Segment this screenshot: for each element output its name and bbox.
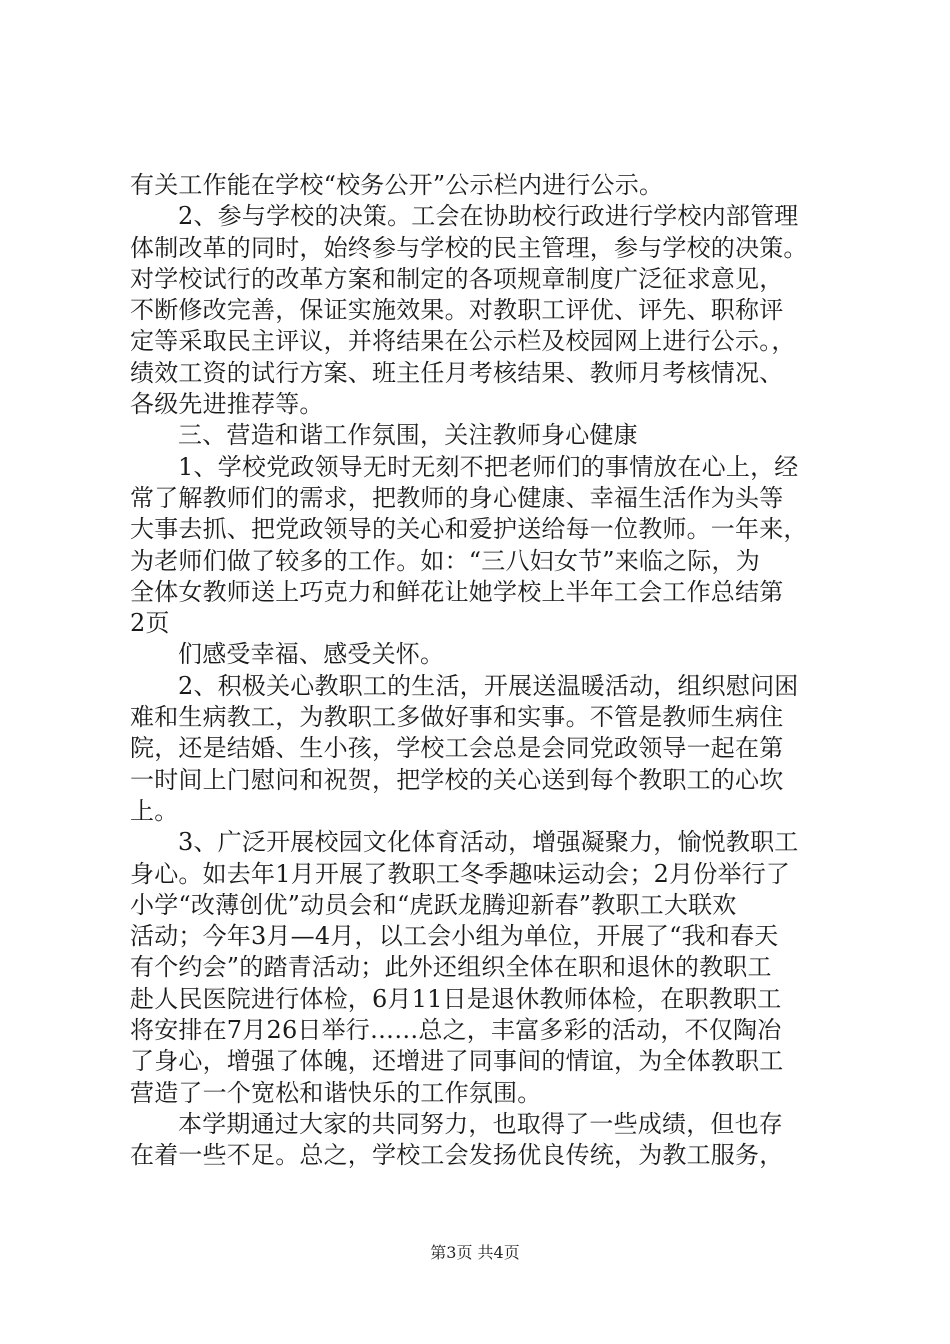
text-line: 2页: [130, 609, 170, 638]
document-body: [130, 170, 840, 1172]
text-line: 在着一些不足。总之，学校工会发扬优良传统，为教工服务，: [130, 1141, 784, 1170]
text-line: 了身心，增强了体魄，还增进了同事间的情谊，为全体教职工: [130, 1047, 784, 1076]
text-line: 各级先进推荐等。: [130, 390, 324, 419]
text-line: 不断修改完善，保证实施效果。对教职工评优、评先、职称评: [130, 296, 784, 325]
text-line: 三、营造和谐工作氛围，关注教师身心健康: [178, 421, 638, 450]
text-line: 身心。如去年1月开展了教职工冬季趣味运动会；2月份举行了: [130, 859, 791, 888]
text-line: 定等采取民主评议，并将结果在公示栏及校园网上进行公示。，: [130, 327, 796, 356]
text-line: 2、积极关心教职工的生活，开展送温暖活动，组织慰问困: [178, 671, 799, 700]
text-line: 体制改革的同时，始终参与学校的民主管理，参与学校的决策。: [130, 233, 808, 262]
text-line: 上。: [130, 796, 179, 825]
text-line: 一时间上门慰问和祝贺，把学校的关心送到每个教职工的心坎: [130, 765, 784, 794]
text-line: 营造了一个宽松和谐快乐的工作氛围。: [130, 1078, 542, 1107]
text-line: 1、学校党政领导无时无刻不把老师们的事情放在心上，经: [178, 452, 799, 481]
text-line: 对学校试行的改革方案和制定的各项规章制度广泛征求意见，: [130, 264, 784, 293]
text-line: 绩效工资的试行方案、班主任月考核结果、教师月考核情况、: [130, 358, 784, 387]
text-line: 全体女教师送上巧克力和鲜花让她学校上半年工会工作总结第: [130, 577, 784, 606]
text-line: 2、参与学校的决策。工会在协助校行政进行学校内部管理: [178, 202, 799, 231]
text-line: 为老师们做了较多的工作。如：“三八妇女节”来临之际，为: [130, 546, 760, 575]
text-line: 有关工作能在学校“校务公开”公示栏内进行公示。: [130, 171, 664, 199]
text-line: 3、广泛开展校园文化体育活动，增强凝聚力，愉悦教职工: [178, 828, 799, 857]
text-line: 赴人民医院进行体检，6月11日是退休教师体检，在职教职工: [130, 984, 782, 1013]
text-line: 小学“改薄创优”动员会和“虎跃龙腾迎新春”教职工大联欢: [130, 890, 737, 919]
text-line: 常了解教师们的需求，把教师的身心健康、幸福生活作为头等: [130, 483, 784, 512]
text-line: 将安排在7月26日举行……总之，丰富多彩的活动，不仅陶冶: [130, 1016, 782, 1045]
text-line: 活动；今年3月—4月，以工会小组为单位，开展了“我和春天: [130, 922, 779, 951]
text-line: 难和生病教工，为教职工多做好事和实事。不管是教师生病住: [130, 703, 784, 732]
text-line: 本学期通过大家的共同努力，也取得了一些成绩，但也存: [178, 1109, 783, 1138]
text-line: 们感受幸福、感受关怀。: [178, 640, 445, 669]
page-footer: 第3页 共4页: [430, 1243, 520, 1262]
text-line: 有个约会”的踏青活动；此外还组织全体在职和退休的教职工: [130, 953, 772, 982]
text-line: 院，还是结婚、生小孩，学校工会总是会同党政领导一起在第: [130, 734, 784, 763]
text-line: 大事去抓、把党政领导的关心和爱护送给每一位教师。一年来，: [130, 515, 808, 544]
